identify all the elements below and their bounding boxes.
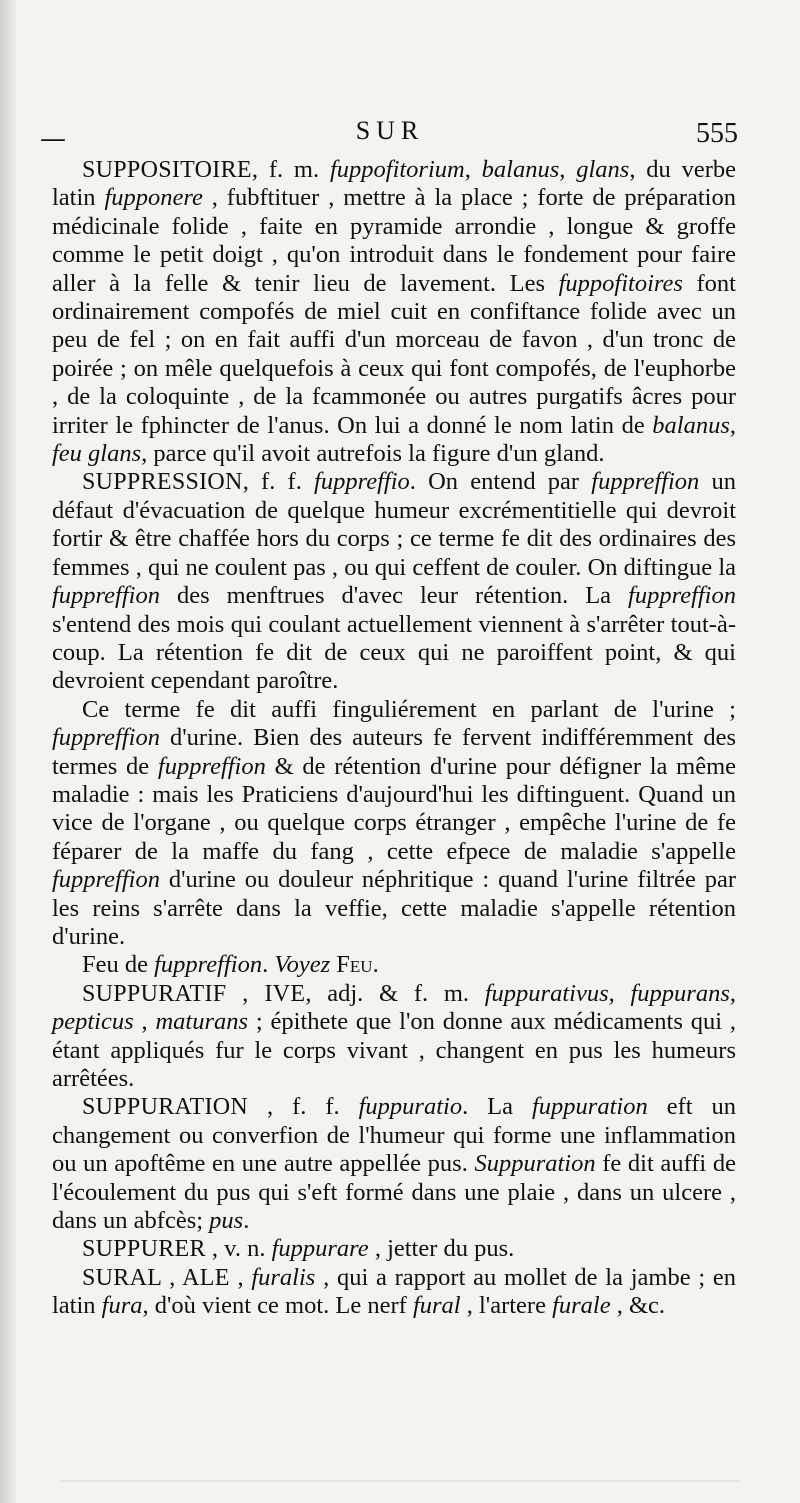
- italic-term: pus: [209, 1207, 244, 1235]
- entry-text: , v. n.: [205, 1235, 272, 1263]
- entry-text: , f. f.: [242, 468, 315, 496]
- entry-sural: [52, 1264, 736, 1321]
- entry-text: , f. f.: [248, 1093, 359, 1121]
- entry-text: & de rétention d'urine pour défigner la même maladie : mais les Praticiens d'aujourd'hui les diftinguent. Quand un vice de l'organe , ou quelque corps étranger , empêche l'urine de fe féparer de la maffe du fang , cette efpece de maladie s'appelle: [52, 752, 737, 865]
- header-rule-mark: —: [40, 124, 66, 154]
- latin-term: fuppofitorium: [329, 156, 465, 183]
- latin-term: fura: [101, 1292, 143, 1320]
- latin-term: pepticus: [52, 1008, 134, 1036]
- latin-term: fuppuratio: [358, 1093, 463, 1121]
- latin-term: fuppurare: [271, 1235, 369, 1263]
- entry-text: Ce terme fe dit auffi finguliérement en parlant de l'urine ;: [82, 695, 736, 723]
- italic-term: fural: [412, 1292, 461, 1320]
- page-bottom-shadow: [60, 1480, 740, 1482]
- latin-term: glans: [576, 156, 630, 183]
- italic-term: fuppreffion: [628, 582, 736, 610]
- entry-text: . La: [462, 1093, 532, 1121]
- italic-term: Suppuration: [474, 1150, 596, 1178]
- entry-text: ,: [229, 1263, 252, 1291]
- entry-text: ,: [729, 411, 736, 439]
- headword: SUPPURATION: [82, 1094, 249, 1121]
- entry-text: eft un changement ou converfion de l'humeur qui forme une inflammation ou un apoftême en une autre appellée pus.: [52, 1093, 737, 1178]
- latin-term: fupponere: [104, 184, 203, 212]
- entry-text: ,: [608, 979, 631, 1007]
- entry-text: ,: [559, 156, 577, 183]
- entry-text: d'urine. Bien des auteurs fe fervent indifféremment des termes de: [52, 724, 736, 780]
- entry-text: ,: [133, 1008, 156, 1036]
- italic-term: fuppreffion: [157, 752, 266, 780]
- headword: SUPPRESSION: [82, 469, 243, 496]
- italic-term: furale: [552, 1292, 611, 1320]
- entry-text: , d'où vient ce mot. Le nerf: [142, 1292, 413, 1320]
- entry-suppuration: [52, 1093, 736, 1235]
- italic-term: fuppreffion: [52, 866, 160, 894]
- italic-term: fuppofitoires: [558, 269, 683, 297]
- entry-suppositoire: [52, 156, 736, 468]
- entry-text: , du verbe latin: [52, 156, 736, 212]
- latin-term: feu glans: [52, 440, 142, 468]
- entry-text: ,: [729, 979, 736, 1007]
- entry-text: , &c.: [610, 1292, 666, 1320]
- page-number: 555: [696, 118, 738, 149]
- entry-text: s'entend des mois qui coulant actuellement viennent à s'arrêter tout-à-coup. La rétention fe dit de ceux qui ne paroiffent point, & qui devroient cependant paroître.: [52, 610, 736, 695]
- headword: SUPPOSITOIRE: [82, 157, 252, 183]
- latin-term: balanus: [481, 156, 560, 183]
- headword: SUPPURER: [82, 1236, 206, 1263]
- entry-text: , l'artere: [460, 1292, 553, 1320]
- entry-text: font ordinairement compofés de miel cuit en confiftance folide avec un peu de fel ; on en fait auffi d'un morceau de favon , d'un tronc de poirée ; on mêle quelquefois à ceux qui font compofés, de l'euphorbe , de la coloquinte , de la fcammonée ou autres purgatifs âcres pour irriter le fphincter de l'anus. On lui a donné le nom latin de: [52, 269, 736, 439]
- entry-text: fe dit auffi de l'écoulement du pus qui s'eft formé dans une plaie , dans un ulcere , dans un abfcès;: [52, 1150, 736, 1235]
- headword: SUPPURATIF , IVE: [82, 980, 306, 1007]
- entry-suppression-cross-reference: [52, 951, 736, 979]
- cross-reference-term: Feu: [336, 951, 373, 979]
- entry-text: .: [262, 951, 275, 979]
- entry-text: . On entend par: [409, 468, 592, 496]
- entry-text: , fubftituer , mettre à la place ; forte de préparation médicinale folide , faite en pyramide arrondie , longue & groffe comme le petit doigt , qu'on introduit dans le fondement pour faire aller à la felle & tenir lieu de lavement. Les: [52, 184, 736, 297]
- page-header: [40, 112, 740, 154]
- latin-term: balanus: [652, 411, 730, 439]
- entry-suppurer: [52, 1235, 736, 1263]
- entry-text: , f. m.: [251, 156, 330, 183]
- entry-text: , adj. & f. m.: [305, 979, 485, 1007]
- entry-text: un défaut d'évacuation de quelque humeur excrémentitielle qui devroit fortir & être chaffée hors du corps ; ce terme fe dit des ordinaires des femmes , qui ne coulent pas , ou qui ceffent de couler. On diftingue la: [52, 468, 736, 581]
- entry-text: , jetter du pus.: [368, 1235, 515, 1263]
- see-also-label: Voyez: [274, 951, 331, 979]
- entry-text: Feu de: [82, 951, 155, 979]
- italic-term: fuppreffion: [52, 724, 160, 752]
- entry-suppuratif: [52, 980, 736, 1094]
- dictionary-text: [52, 156, 736, 1321]
- latin-term: maturans: [155, 1008, 249, 1036]
- latin-term: furalis: [251, 1263, 316, 1291]
- entry-text: .: [372, 951, 379, 979]
- entry-text: , qui a rapport au mollet de la jambe ; en latin: [52, 1263, 737, 1320]
- latin-term: fuppurans: [630, 979, 730, 1007]
- entry-text: des menftrues d'avec leur rétention. La: [159, 582, 629, 610]
- entry-suppression: [52, 468, 736, 695]
- entry-text: d'urine ou douleur néphritique : quand l'urine filtrée par les reins s'arrête dans la veffie, cette maladie s'appelle rétention d'urine.: [52, 866, 736, 950]
- latin-term: fuppreffio: [314, 468, 410, 496]
- italic-term: fuppreffion: [52, 582, 160, 610]
- italic-term: fuppreffion: [154, 951, 263, 979]
- running-head: SUR: [355, 116, 425, 145]
- entry-text: ,: [464, 156, 482, 183]
- entry-suppression-paragraph-2: [52, 696, 736, 952]
- italic-term: fuppuration: [532, 1093, 648, 1121]
- entry-text: .: [243, 1207, 250, 1235]
- latin-term: fuppurativus: [484, 979, 609, 1007]
- entry-text: ; épithete que l'on donne aux médicaments qui , étant appliqués fur le corps vivant , changent en pus les humeurs arrêtées.: [52, 1008, 737, 1092]
- italic-term: fuppreffion: [591, 468, 700, 496]
- headword: SURAL , ALE: [82, 1264, 230, 1291]
- entry-text: , parce qu'il avoit autrefois la figure d'un gland.: [141, 440, 605, 468]
